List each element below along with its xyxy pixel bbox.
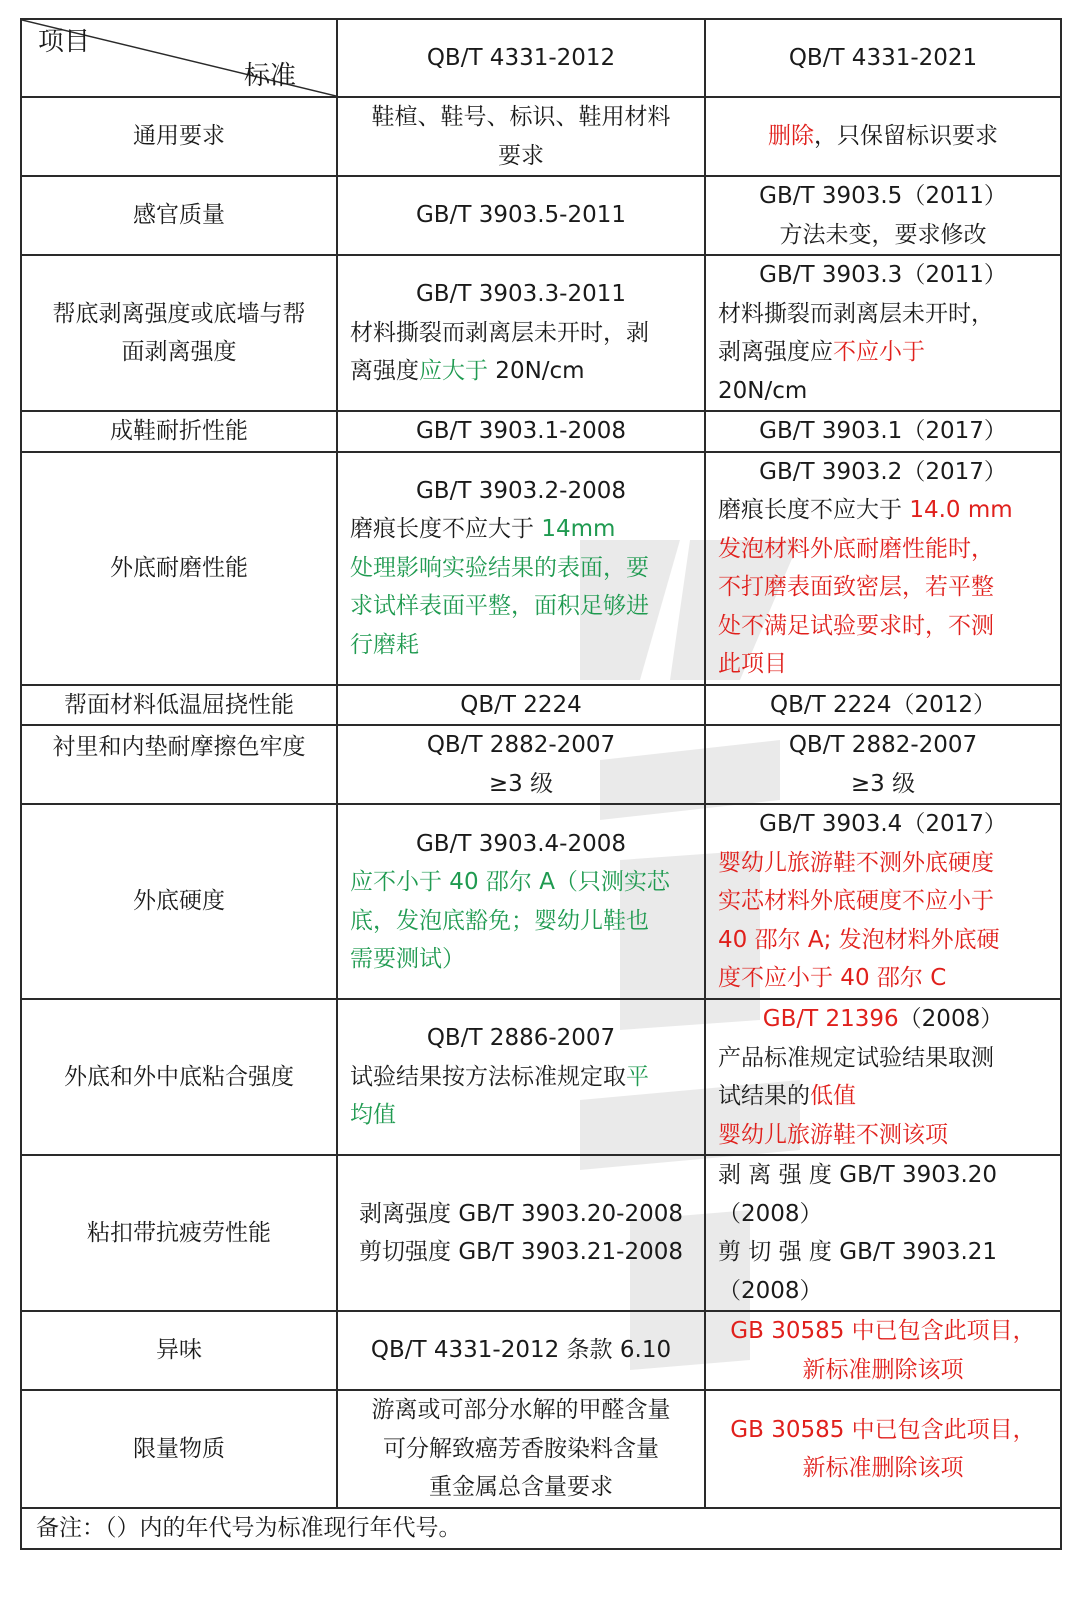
old-cell [337,804,705,999]
item-cell: 衬里和内垫耐摩擦色牢度 [21,725,337,804]
cell-line: 产品标准规定试验结果取测 [718,1044,994,1071]
cell-text: 20N/cm [488,358,585,385]
cell-line: GB 30585 中已包含此项目， [730,1318,1036,1344]
cell-line: 鞋楦、鞋号、标识、鞋用材料 [371,104,671,130]
cell-line: 面剥离强度 [121,339,237,365]
new-cell [705,999,1061,1155]
table-header-row [21,19,1061,97]
item-cell: 外底耐磨性能 [21,452,337,685]
cell-line: QB/T 2886-2007 [426,1025,616,1052]
comparison-table-container [20,18,1060,1550]
cell-line: （2008） [718,1277,823,1304]
new-cell [705,725,1061,804]
cell-line: 行磨耗 [350,631,419,658]
item-cell: 粘扣带抗疲劳性能 [21,1155,337,1311]
new-cell [705,97,1061,176]
cell-line: 材料撕裂而剥离层未开时，剥 [350,319,649,346]
cell-line: 度不应小于 40 邵尔 C [718,965,947,992]
cell-text: （2008） [898,1006,1004,1032]
item-cell: 外底硬度 [21,804,337,999]
cell-line: GB/T 3903.2-2008 [415,477,627,504]
cell-line: GB/T 3903.2（2017） [759,458,1007,485]
highlight-green: 应大于 [419,358,488,385]
footnote-row [21,1508,1061,1549]
cell-line [718,333,1048,372]
cell-line: 此项目 [718,651,787,677]
cell-line: GB/T 3903.4-2008 [415,830,627,857]
item-cell: 帮面材料低温屈挠性能 [21,685,337,726]
item-cell: 异味 [21,1311,337,1390]
cell-line: 材料撕裂而剥离层未开时， [718,300,994,327]
cell-line: 重金属总含量要求 [429,1474,613,1501]
cell-line: 要求 [498,142,544,169]
item-cell: 感官质量 [21,176,337,255]
highlight-green: 平 [626,1063,649,1090]
cell-line [718,1077,1048,1116]
old-cell [337,999,705,1155]
cell-line: ≥3 级 [488,770,554,797]
old-cell [337,255,705,411]
cell-line: 处理影响实验结果的表面，要 [350,554,649,581]
old-cell: GB/T 3903.5-2011 [337,176,705,255]
table-row [21,411,1061,452]
cell-line: 实芯材料外底硬度不应小于 [718,888,994,915]
cell-line: GB/T 3903.5（2011） [759,183,1007,209]
highlight-red: GB/T 21396 [762,1006,899,1032]
new-cell [705,1155,1061,1311]
cell-line: 可分解致癌芳香胺染料含量 [383,1435,659,1462]
cell-text: 磨痕长度不应大于 [718,497,910,523]
cell-line: ≥3 级 [850,770,916,797]
table-row [21,97,1061,176]
cell-line: GB/T 3903.3（2011） [759,262,1007,288]
cell-text: ，只保留标识要求 [814,123,998,150]
item-cell: 限量物质 [21,1390,337,1508]
new-cell: QB/T 2224（2012） [705,685,1061,726]
cell-line [718,491,1048,530]
cell-line: GB/T 3903.4（2017） [759,811,1007,838]
table-row [21,685,1061,726]
cell-line: 底，发泡底豁免；婴幼儿鞋也 [350,907,649,934]
cell-line: GB 30585 中已包含此项目， [730,1416,1036,1443]
cell-line [350,352,692,391]
cell-line: 均值 [350,1102,396,1129]
cell-line: QB/T 2882-2007 [788,732,978,758]
item-cell: 成鞋耐折性能 [21,411,337,452]
old-cell: GB/T 3903.1-2008 [337,411,705,452]
old-cell: QB/T 2224 [337,685,705,726]
cell-line: 剥 离 强 度 GB/T 3903.20 [718,1162,998,1188]
cell-text: 试验结果按方法标准规定取 [350,1063,626,1090]
highlight-red: 不应小于 [833,339,925,365]
project-label: 项目 [38,27,91,57]
new-cell [705,804,1061,999]
table-row [21,1155,1061,1311]
footnote: 备注：（）内的年代号为标准现行年代号。 [21,1508,1061,1549]
new-cell [705,176,1061,255]
cell-line: 帮底剥离强度或底墙与帮 [52,300,306,327]
old-cell [337,1390,705,1508]
table-row [21,176,1061,255]
cell-line: 剪切强度 GB/T 3903.21-2008 [359,1239,683,1265]
cell-text: 剥离强度应 [718,339,833,365]
cell-text: 试结果的 [718,1083,810,1109]
cell-line: 求试样表面平整，面积足够进 [350,593,649,620]
cell-line [350,510,692,549]
highlight-red: 低值 [810,1083,856,1109]
cell-line: 处不满足试验要求时，不测 [718,612,994,639]
cell-text: 离强度 [350,358,419,385]
cell-line: 新标准删除该项 [802,1455,964,1481]
highlight-green: 14mm [541,516,616,543]
standard-comparison-table [20,18,1062,1550]
cell-line: 不打磨表面致密层，若平整 [718,574,994,600]
cell-line: 新标准删除该项 [802,1356,964,1383]
old-cell: QB/T 4331-2012 条款 6.10 [337,1311,705,1390]
cell-line: 20N/cm [718,377,808,404]
item-cell: 外底和外中底粘合强度 [21,999,337,1155]
cell-line: 40 邵尔 A; 发泡材料外底硬 [718,926,1000,953]
new-cell [705,1390,1061,1508]
cell-line: （2008） [718,1200,823,1227]
cell-line: 婴幼儿旅游鞋不测该项 [718,1121,948,1148]
new-cell: GB/T 3903.1（2017） [705,411,1061,452]
cell-line: 需要测试） [350,946,465,972]
table-row [21,1390,1061,1508]
item-cell [21,255,337,411]
cell-line: 方法未变，要求修改 [779,221,987,248]
table-row [21,1311,1061,1390]
cell-text: 磨痕长度不应大于 [350,516,542,543]
table-row [21,255,1061,411]
table-row [21,804,1061,999]
cell-line: 游离或可部分水解的甲醛含量 [371,1397,671,1424]
cell-line: 应不小于 40 邵尔 A（只测实芯 [350,869,670,895]
header-old-standard: QB/T 4331-2012 [337,19,705,97]
cell-line: 婴幼儿旅游鞋不测外底硬度 [718,849,994,876]
cell-line: QB/T 2882-2007 [426,732,616,758]
header-corner-cell [21,19,337,97]
highlight-red: 删除 [768,123,814,150]
cell-line [350,1058,692,1097]
highlight-red: 14.0 mm [909,497,1013,523]
old-cell [337,97,705,176]
new-cell [705,452,1061,685]
item-cell: 通用要求 [21,97,337,176]
new-cell [705,255,1061,411]
table-row [21,725,1061,804]
cell-line: 剪 切 强 度 GB/T 3903.21 [718,1239,998,1265]
old-cell [337,452,705,685]
cell-line [718,1000,1048,1039]
cell-line: 剥离强度 GB/T 3903.20-2008 [359,1200,683,1227]
header-new-standard: QB/T 4331-2021 [705,19,1061,97]
table-row [21,452,1061,685]
table-row [21,999,1061,1155]
old-cell [337,725,705,804]
old-cell [337,1155,705,1311]
new-cell [705,1311,1061,1390]
cell-line: GB/T 3903.3-2011 [415,281,627,308]
standard-label: 标准 [244,61,297,91]
cell-line: 发泡材料外底耐磨性能时， [718,535,994,562]
